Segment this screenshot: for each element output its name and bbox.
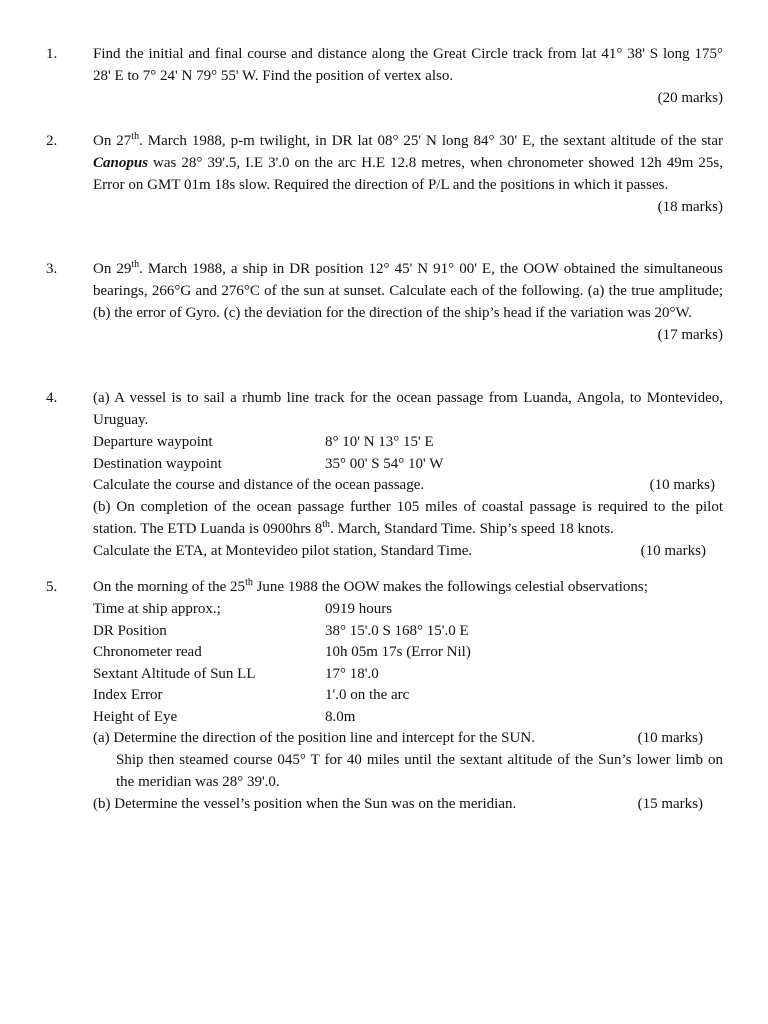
question-body: [93, 258, 723, 346]
data-row: [93, 706, 723, 728]
row-label: Sextant Altitude of Sun LL: [93, 665, 256, 682]
marked-line: [93, 793, 723, 815]
text-segment: On 29: [93, 261, 132, 277]
text-segment: . March, Standard Time. Ship’s speed 18 knots.: [330, 521, 614, 537]
line-text: (a) Determine the direction of the position line and intercept for the SUN.: [93, 730, 535, 746]
line-text: Calculate the ETA, at Montevideo pilot station, Standard Time.: [93, 543, 473, 559]
row-value: 35° 00' S 54° 10' W: [325, 455, 444, 472]
row-value: 8.0m: [325, 708, 356, 725]
ordinal-suffix: th: [322, 519, 331, 530]
row-label: Height of Eye: [93, 708, 178, 725]
question-intro: [93, 576, 723, 598]
question-number: 5.: [46, 579, 58, 595]
marks-label: (17 marks): [657, 327, 723, 343]
data-row: [93, 453, 723, 475]
question-number: 4.: [46, 390, 58, 406]
row-label: Time at ship approx.;: [93, 601, 221, 617]
marked-line: [93, 474, 723, 496]
row-label: Chronometer read: [93, 644, 202, 660]
ordinal-suffix: th: [131, 259, 140, 270]
marks-label: (10 marks): [640, 543, 706, 559]
marks-label: (10 marks): [649, 477, 715, 493]
question-body: [93, 576, 723, 815]
text-segment: On 27: [93, 133, 132, 149]
marks-label: (10 marks): [637, 730, 703, 746]
text-segment: (b) On completion of the ocean passage further 105 miles of coastal passage is required to the pilot station. The ETD Luanda is 0900hrs 8: [93, 499, 723, 537]
line-text: Calculate the course and distance of the ocean passage.: [93, 477, 425, 493]
question-body: [93, 43, 723, 109]
text-segment: On the morning of the 25: [93, 579, 246, 595]
data-row: [93, 663, 723, 685]
marks-label: (20 marks): [657, 90, 723, 106]
marked-line: [93, 540, 723, 562]
star-name: Canopus: [93, 155, 149, 171]
marks-label: (15 marks): [637, 796, 703, 812]
ordinal-suffix: th: [245, 577, 253, 588]
question-part-b: [93, 496, 723, 540]
row-value: 1'.0 on the arc: [325, 687, 410, 703]
row-value: 17° 18'.0: [325, 665, 379, 682]
row-label: Departure waypoint: [93, 434, 213, 450]
data-row: [93, 641, 723, 663]
line-text: (b) Determine the vessel’s position when the Sun was on the meridian.: [93, 796, 517, 812]
row-value: 0919 hours: [325, 601, 393, 617]
question-intro: (a) A vessel is to sail a rhumb line track for the ocean passage from Luanda, Angola, to Montevideo, Uruguay.: [93, 390, 723, 428]
row-value: 10h 05m 17s (Error Nil): [325, 644, 471, 660]
text-segment: . March 1988, a ship in DR position 12° 45' N 91° 00' E, the OOW obtained the simultaneous bearings, 266°G and 276°C of the sun at sunset. Calculate each of the following. (a) the true amplitude; (b) the error of Gyro. (c) the deviation for the direction of the ship’s head if the variation was 20°W.: [93, 261, 723, 321]
data-row: [93, 431, 723, 453]
question-body: [93, 387, 723, 562]
data-row: [93, 598, 723, 620]
question-text: [93, 258, 723, 324]
data-row: [93, 620, 723, 642]
marked-line: [93, 727, 723, 749]
ordinal-suffix: th: [131, 131, 140, 142]
row-label: Index Error: [93, 687, 163, 703]
question-number: 2.: [46, 133, 58, 149]
row-label: DR Position: [93, 622, 167, 639]
row-value: 38° 15'.0 S 168° 15'.0 E: [325, 622, 469, 639]
question-text: Find the initial and final course and distance along the Great Circle track from lat 41° 38' S long 175° 28' E to 7° 24' N 79° 55' W. Find the position of vertex also.: [93, 46, 723, 84]
question-body: [93, 130, 723, 218]
text-segment: June 1988 the OOW makes the followings celestial observations;: [252, 579, 648, 595]
row-value: 8° 10' N 13° 15' E: [325, 434, 434, 450]
question-number: 3.: [46, 261, 58, 277]
question-continuation: Ship then steamed course 045° T for 40 miles until the sextant altitude of the Sun’s lower limb on the meridian was 28° 39'.0.: [116, 752, 723, 790]
row-label: Destination waypoint: [93, 455, 222, 472]
question-text: [93, 130, 723, 196]
text-segment: . March 1988, p-m twilight, in DR lat 08° 25' N long 84° 30' E, the sextant altitude of the star: [139, 133, 723, 149]
question-number: 1.: [46, 46, 58, 62]
data-row: [93, 684, 723, 706]
text-segment: was 28° 39'.5, I.E 3'.0 on the arc H.E 12.8 metres, when chronometer showed 12h 49m 25s, Error on GMT 01m 18s slow. Required the direction of P/L and the positions in which it passes.: [93, 155, 723, 193]
marks-label: (18 marks): [657, 199, 723, 215]
